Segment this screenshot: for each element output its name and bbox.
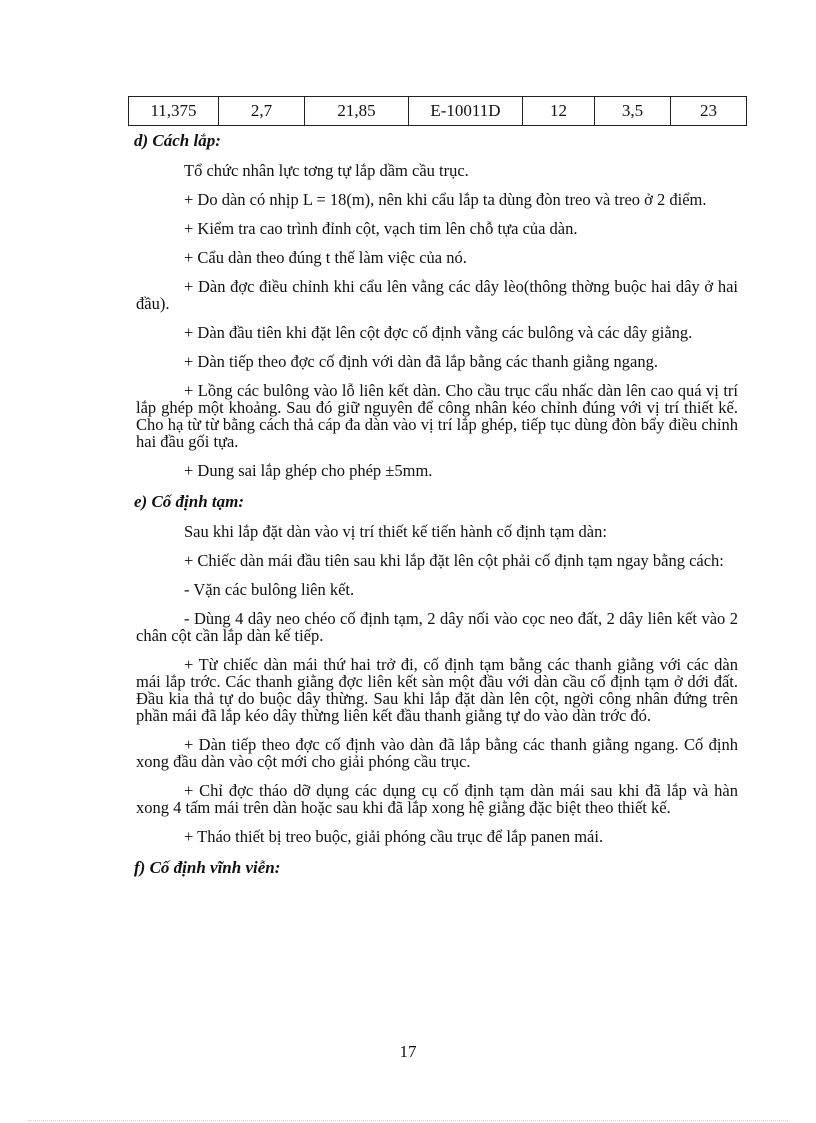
spec-table <box>128 96 747 126</box>
paragraph: + Dàn đầu tiên khi đặt lên cột đợc cố định vằng các bulông và các dây giằng. <box>184 323 693 342</box>
footer-dotted-rule <box>28 1120 788 1121</box>
table-cell: 12 <box>523 97 595 126</box>
table-row <box>129 97 747 126</box>
section-heading-f: f) Cố định vĩnh viễn: <box>134 858 281 877</box>
paragraph: Tổ chức nhân lực tơng tự lắp dầm cầu trục. <box>184 161 469 180</box>
table-cell: 21,85 <box>305 97 409 126</box>
paragraph: + Tháo thiết bị treo buộc, giải phóng cầu trục để lắp panen mái. <box>184 827 604 846</box>
paragraph: + Cẩu dàn theo đúng t thế làm việc của nó. <box>184 248 467 267</box>
paragraph: + Kiểm tra cao trình đỉnh cột, vạch tim lên chỗ tựa của dàn. <box>184 219 578 238</box>
table-cell: 23 <box>671 97 747 126</box>
paragraph: + Dàn đợc điều chỉnh khi cẩu lên vằng các dây lèo(thông thờng buộc hai dây ở hai đầu). <box>136 277 738 313</box>
paragraph: - Dùng 4 dây neo chéo cố định tạm, 2 dây nối vào cọc neo đất, 2 dây liên kết vào 2 chân cột cần lắp dàn kế tiếp. <box>136 609 738 645</box>
table-cell: 2,7 <box>219 97 305 126</box>
paragraph: - Vặn các bulông liên kết. <box>184 580 355 599</box>
table-cell: E-10011D <box>409 97 523 126</box>
paragraph: + Từ chiếc dàn mái thứ hai trở đi, cố định tạm bằng các thanh giằng với các dàn mái lắp trớc. Các thanh giằng đợc liên kết sàn một đầu với dàn cầu cố định tạm ở dới đất. Đầu kia thả tự do buộc dây thừng. Sau khi lắp đặt dàn lên cột, ngời công nhân đứng trên phần mái đã lắp kéo dây thừng liên kết đầu thanh giằng tự do vào dàn trớc đó. <box>136 655 738 725</box>
page-number: 17 <box>399 1042 417 1061</box>
paragraph: + Do dàn có nhịp L = 18(m), nên khi cẩu lắp ta dùng đòn treo và treo ở 2 điểm. <box>184 190 707 209</box>
paragraph: Sau khi lắp đặt dàn vào vị trí thiết kế tiến hành cố định tạm dàn: <box>184 522 607 541</box>
paragraph: + Dàn tiếp theo đợc cố định với dàn đã lắp bằng các thanh giằng ngang. <box>184 352 658 371</box>
paragraph: + Chiếc dàn mái đầu tiên sau khi lắp đặt lên cột phải cố định tạm ngay bằng cách: <box>184 551 724 570</box>
paragraph: + Dung sai lắp ghép cho phép ±5mm. <box>184 461 433 480</box>
table-cell: 3,5 <box>595 97 671 126</box>
paragraph: + Lồng các bulông vào lỗ liên kết dàn. Cho cầu trục cẩu nhấc dàn lên cao quá vị trí lắp ghép một khoảng. Sau đó giữ nguyên để công nhân kéo chỉnh đúng với vị trí thiết kế. Cho hạ từ từ bằng cách thả cáp đa dàn vào vị trí lắp ghép, tiếp tục dùng đòn bẩy điều chỉnh hai đầu gối tựa. <box>136 381 738 451</box>
table-cell: 11,375 <box>129 97 219 126</box>
paragraph: + Chỉ đợc tháo dỡ dụng các dụng cụ cố định tạm dàn mái sau khi đã lắp và hàn xong 4 tấm mái trên dàn hoặc sau khi đã lắp xong hệ giằng đặc biệt theo thiết kế. <box>136 781 738 817</box>
section-heading-e: e) Cố định tạm: <box>134 492 245 511</box>
body-text <box>136 130 738 889</box>
section-heading-d: d) Cách lắp: <box>134 131 221 150</box>
paragraph: + Dàn tiếp theo đợc cố định vào dàn đã lắp bằng các thanh giằng ngang. Cố định xong đầu dàn vào cột mới cho giải phóng cầu trục. <box>136 735 738 771</box>
